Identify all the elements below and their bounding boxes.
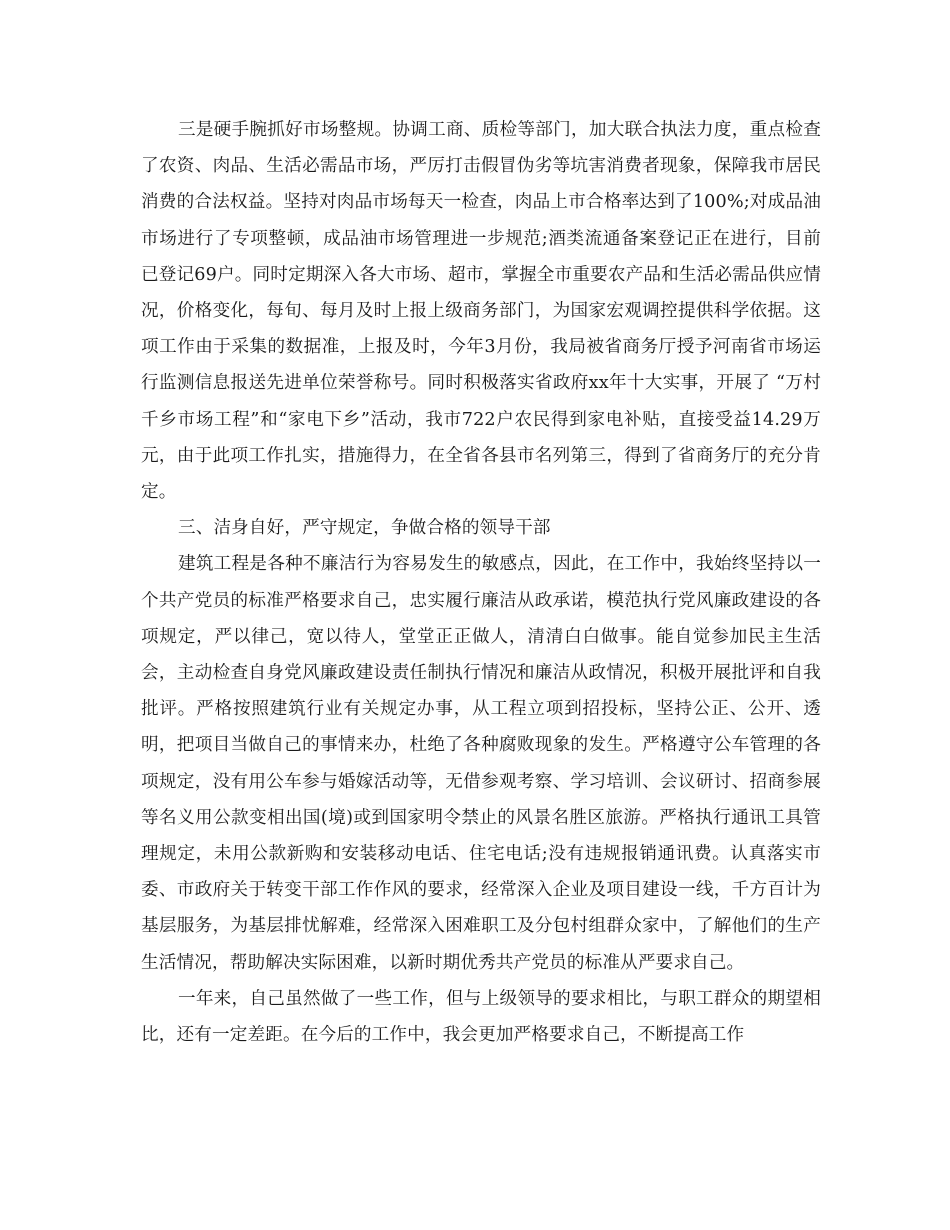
section-heading-integrity: 三、洁身自好，严守规定，争做合格的领导干部	[177, 518, 551, 539]
paragraph-year-summary: 一年来，自己虽然做了一些工作，但与上级领导的要求相比，与职工群众的期望相比，还有一定差距。在今后的工作中，我会更加严格要求自己，不断提高工作	[141, 988, 821, 1046]
document-body	[141, 112, 821, 1053]
paragraph-clean-governance: 建筑工程是各种不廉洁行为容易发生的敏感点，因此，在工作中，我始终坚持以一个共产党员的标准严格要求自己，忠实履行廉洁从政承诺，模范执行党风廉政建设的各项规定，严以律己，宽以待人，堂堂正正做人，清清白白做事。能自觉参加民主生活会，主动检查自身党风廉政建设责任制执行情况和廉洁从政情况，积极开展批评和自我批评。严格按照建筑行业有关规定办事，从工程立项到招投标，坚持公正、公开、透明，把项目当做自己的事情来办，杜绝了各种腐败现象的发生。严格遵守公车管理的各项规定，没有用公车参与婚嫁活动等，无借参观考察、学习培训、会议研讨、招商参展等名义用公款变相出国(境)或到国家明令禁止的风景名胜区旅游。严格执行通讯工具管理规定，未用公款新购和安装移动电话、住宅电话;没有违规报销通讯费。认真落实市委、市政府关于转变干部工作作风的要求，经常深入企业及项目建设一线，千方百计为基层服务，为基层排忧解难，经常深入困难职工及分包村组群众家中，了解他们的生产生活情况，帮助解决实际困难，以新时期优秀共产党员的标准从严要求自己。	[141, 554, 821, 973]
paragraph-market-regulation: 三是硬手腕抓好市场整规。协调工商、质检等部门，加大联合执法力度，重点检查了农资、肉品、生活必需品市场，严厉打击假冒伪劣等坑害消费者现象，保障我市居民消费的合法权益。坚持对肉品市场每天一检查，肉品上市合格率达到了100%;对成品油市场进行了专项整顿，成品油市场管理进一步规范;酒类流通备案登记正在进行，目前已登记69户。同时定期深入各大市场、超市，掌握全市重要农产品和生活必需品供应情况，价格变化，每旬、每月及时上报上级商务部门，为国家宏观调控提供科学依据。这项工作由于采集的数据准，上报及时，今年3月份，我局被省商务厅授予河南省市场运行监测信息报送先进单位荣誉称号。同时积极落实省政府xx年十大实事，开展了 “万村千乡市场工程”和“家电下乡”活动，我市722户农民得到家电补贴，直接受益14.29万元，由于此项工作扎实，措施得力，在全省各县市名列第三，得到了省商务厅的充分肯定。	[141, 120, 821, 503]
